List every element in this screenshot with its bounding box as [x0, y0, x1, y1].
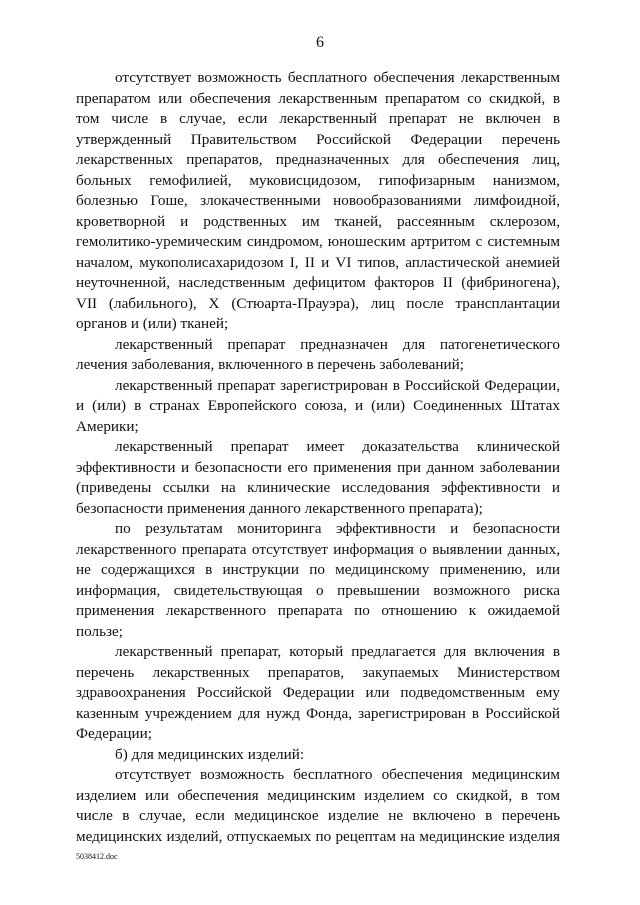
- paragraph-no-free-provision-drug: отсутствует возможность бесплатного обеспечения лекарственным препаратом или обеспечения лекарственным препаратом со скидкой, в том числе в случае, если лекарственный препарат не включен в утвержденный Правительством Российской Федерации перечень лекарственных препаратов, предназначенных для обеспечения лиц, больных гемофилией, муковисцидозом, гипофизарным нанизмом, болезнью Гоше, злокачественными новообразованиями лимфоидной, кроветворной и родственных им тканей, рассеянным склерозом, гемолитико-уремическим синдромом, юношеским артритом с системным началом, мукополисахаридозом I, II и VI типов, апластической анемией неуточненной, наследственным дефицитом факторов II (фибриногена), VII (лабильного), X (Стюарта-Прауэра), лиц после трансплантации органов и (или) тканей;: [76, 69, 560, 332]
- page-number: 6: [316, 34, 324, 51]
- document-body: [76, 68, 560, 847]
- paragraph-registration: лекарственный препарат зарегистрирован в Российской Федерации, и (или) в странах Европейского союза, и (или) Соединенных Штатах Америки;: [76, 376, 560, 435]
- paragraph-monitoring: по результатам мониторинга эффективности и безопасности лекарственного препарата отсутствует информация о выявлении данных, не содержащихся в инструкции по медицинскому применению, или информация, свидетельствующая о превышении возможного риска применения лекарственного препарата по отношению к ожидаемой пользе;: [76, 520, 560, 640]
- paragraph-clinical-evidence: лекарственный препарат имеет доказательства клинической эффективности и безопасности его применения при данном заболевании (приведены ссылки на клинические исследования эффективности и безопасности применения данного лекарственного препарата);: [76, 438, 560, 517]
- paragraph-no-free-provision-device: отсутствует возможность бесплатного обеспечения медицинским изделием или обеспечения медицинским изделием со скидкой, в том числе в случае, если медицинское изделие не включено в перечень медицинских изделий, отпускаемых по рецептам на медицинские изделия: [76, 766, 560, 845]
- footer-filename: 5038412.doc: [76, 852, 118, 861]
- paragraph-pathogenetic-treatment: лекарственный препарат предназначен для патогенетического лечения заболевания, включенного в перечень заболеваний;: [76, 335, 560, 373]
- paragraph-medical-devices-heading: б) для медицинских изделий:: [115, 745, 305, 763]
- paragraph-procurement-list: лекарственный препарат, который предлагается для включения в перечень лекарственных препаратов, закупаемых Министерством здравоохранения Российской Федерации или подведомственным ему казенным учреждением для нужд Фонда, зарегистрирован в Российской Федерации;: [76, 643, 560, 742]
